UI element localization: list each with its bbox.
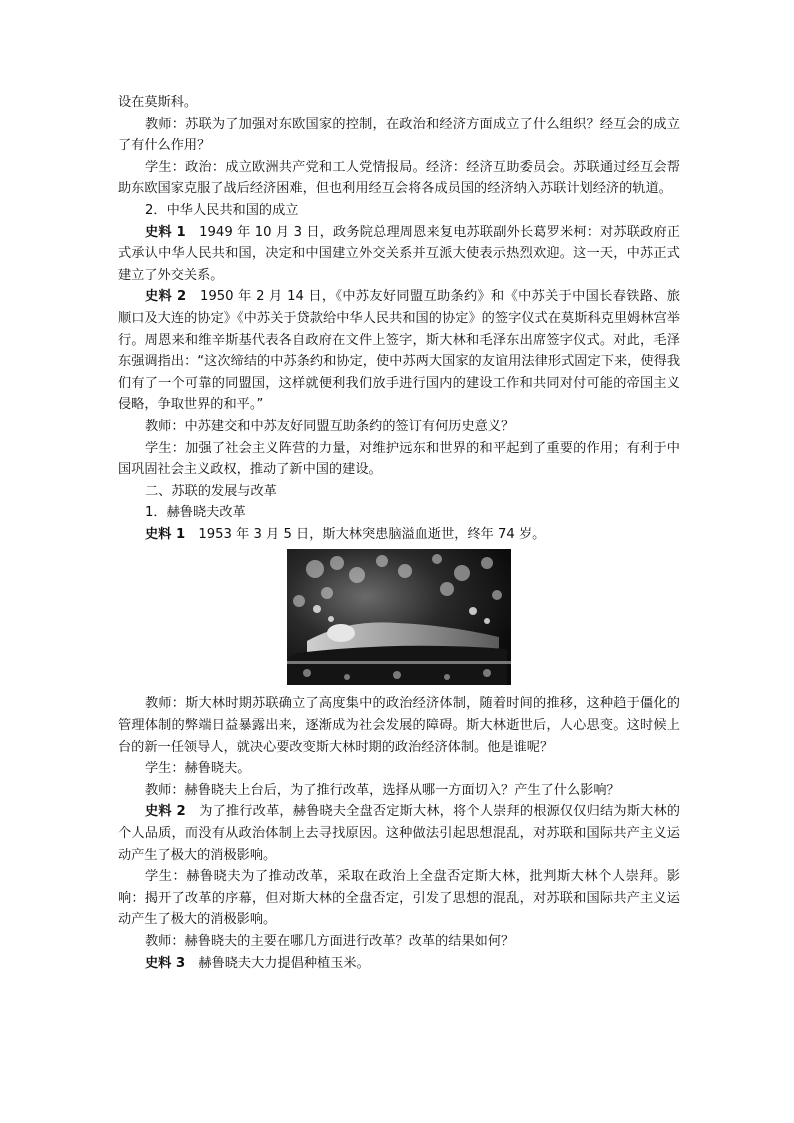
source-label: 史料 1 [145,526,186,542]
paragraph [118,438,680,481]
paragraph [118,953,680,975]
paragraph [118,114,680,157]
paragraph [118,780,680,802]
paragraph-text: 为了推行改革，赫鲁晓夫全盘否定斯大林，将个人崇拜的根源仅仅归结为斯大林的个人品质，而没有从政治体制上去寻找原因。这种做法引起思想混乱，对苏联和国际共产主义运动产生了极大的消极影响。 [118,804,680,863]
paragraph [118,931,680,953]
funeral-photo [287,549,511,685]
paragraph [118,866,680,931]
paragraph-text: 学生：赫鲁晓夫为了推动改革，采取在政治上全盘否定斯大林，批判斯大林个人崇拜。影响：揭开了改革的序幕，但对斯大林的全盘否定，引发了思想的混乱，对苏联和国际共产主义运动产生了极大的消极影响。 [118,869,680,928]
paragraph-text: 1950 年 2 月 14 日，《中苏友好同盟互助条约》和《中苏关于中国长春铁路、旅顺口及大连的协定》《中苏关于贷款给中华人民共和国的协定》的签字仪式在莫斯科克里姆林宫举行。周恩来和维辛斯基代表各自政府在文件上签字，斯大林和毛泽东出席签字仪式。对此，毛泽东强调指出：“这次缔结的中苏条约和协定，使中苏两大国家的友谊用法律形式固定下来，使得我们有了一个可靠的同盟国，这样就便利我们放手进行国内的建设工作和共同对付可能的帝国主义侵略，争取世界的和平。” [118,289,680,413]
paragraph-text: 赫鲁晓夫大力提倡种植玉米。 [185,955,370,971]
paragraph-text: 2．中华人民共和国的成立 [145,202,299,218]
source-label: 史料 1 [145,224,186,240]
paragraph-text: 学生：加强了社会主义阵营的力量，对维护远东和世界的和平起到了重要的作用；有利于中国巩固社会主义政权，推动了新中国的建设。 [118,440,680,478]
document-page [118,92,680,974]
paragraph-text: 1．赫鲁晓夫改革 [145,505,246,521]
paragraph-text: 设在莫斯科。 [118,95,198,110]
paragraph [118,693,680,758]
photo-container [118,549,680,685]
text-block-top [118,92,680,545]
paragraph-text: 教师：赫鲁晓夫上台后，为了推行改革，选择从哪一方面切入？产生了什么影响？ [145,782,620,798]
paragraph [118,200,680,222]
paragraph [118,502,680,524]
paragraph-text: 二、苏联的发展与改革 [145,483,277,499]
paragraph [118,481,680,503]
paragraph-text: 教师：赫鲁晓夫的主要在哪几方面进行改革？改革的结果如何？ [145,934,515,949]
paragraph [118,801,680,866]
source-label: 史料 3 [145,955,186,971]
paragraph [118,222,680,287]
paragraph-text: 学生：政治：成立欧洲共产党和工人党情报局。经济：经济互助委员会。苏联通过经互会帮助东欧国家克服了战后经济困难，但也利用经互会将各成员国的经济纳入苏联计划经济的轨道。 [118,159,680,197]
paragraph [118,286,680,416]
paragraph-text: 1953 年 3 月 5 日，斯大林突患脑溢血逝世，终年 74 岁。 [185,526,546,542]
paragraph-text: 1949 年 10 月 3 日，政务院总理周恩来复电苏联副外长葛罗米柯：对苏联政府正式承认中华人民共和国，决定和中国建立外交关系并互派大使表示热烈欢迎。这一天，中苏正式建立了外交关系。 [118,224,680,283]
paragraph [118,758,680,780]
text-block-bottom [118,693,680,974]
source-label: 史料 2 [145,289,187,305]
paragraph [118,524,680,546]
paragraph-text: 学生：赫鲁晓夫。 [145,761,251,777]
paragraph [118,157,680,200]
paragraph-text: 教师：斯大林时期苏联确立了高度集中的政治经济体制，随着时间的推移，这种趋于僵化的管理体制的弊端日益暴露出来，逐渐成为社会发展的障碍。斯大林逝世后，人心思变。这时候上台的新一任领导人，就决心要改变斯大林时期的政治经济体制。他是谁呢？ [118,696,680,755]
paragraph [118,416,680,438]
paragraph [118,92,680,114]
paragraph-text: 教师：苏联为了加强对东欧国家的控制，在政治和经济方面成立了什么组织？经互会的成立了有什么作用？ [118,116,680,154]
source-label: 史料 2 [145,804,186,820]
paragraph-text: 教师：中苏建交和中苏友好同盟互助条约的签订有何历史意义？ [145,418,515,434]
